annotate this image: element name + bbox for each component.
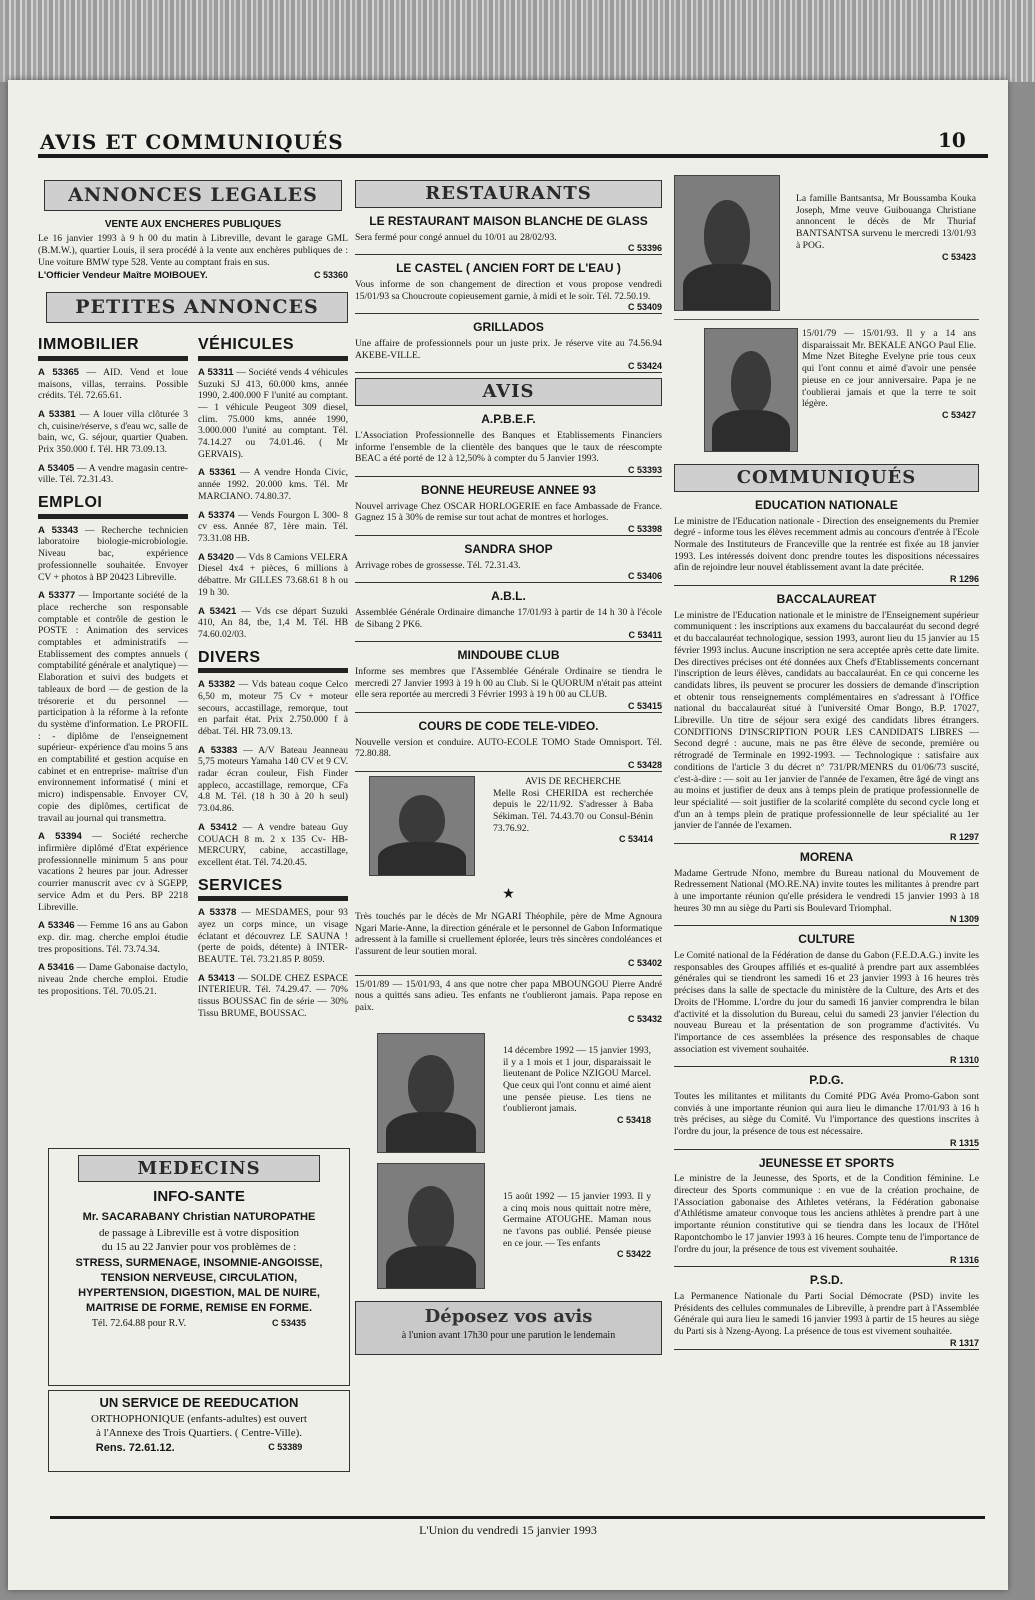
vente-signature: L'Officier Vendeur Maître MOIBOUEY. — [38, 270, 208, 282]
atoughe-text: 15 août 1992 — 15 janvier 1993. Il y a cinq mois nous quittait notre mère, Germaine ATOUGHE. Maman nous ne t'avons pas oublié. Pensée pieuse en ce jour. — Tes enfants — [503, 1190, 651, 1249]
ad-ref: A 53374 — [198, 509, 235, 521]
notice-title: SANDRA SHOP — [464, 541, 553, 556]
classified-ad — [38, 367, 188, 402]
bekale-text: 15/01/79 — 15/01/93. Il y a 14 ans disparaissait Mr. BEKALE ANGO Paul Elie. Mme Nzet Biteghe Evelyne prie tous ceux qui l'ont connu et aimé d'avoir une pensée pieuse en ce jour anniversaire. Papa je ne t'oublierai jamais et que la terre te soit légère. — [802, 328, 976, 410]
notice-text: Madame Gertrude Nfono, membre du Bureau national du Mouvement de Redressement National (MO.RE.NA) invite toutes les militantes à prendre part à une importante réunion qu'elle présidera le vendredi 15 janvier 1993 à 18 heures 30 mn au siège du Parti sis Boulevard Triomphal. — [674, 867, 979, 914]
nzigou-text-block — [503, 1045, 651, 1126]
bekale-text-block — [802, 328, 976, 421]
ad-ref: A 53365 — [38, 366, 80, 378]
notice-title: A.P.B.E.F. — [481, 412, 536, 427]
reeducation-box — [48, 1390, 350, 1472]
classified-ad — [38, 409, 188, 456]
notice — [674, 1073, 979, 1149]
bantsantsa-text: La famille Bantsantsa, Mr Boussamba Kouka Joseph, Mme veuve Guibouanga Christiane annoncent le décès de Mr Thuriaf BANTSANTSA survenu le mercredi 13/01/93 à POG. — [796, 193, 976, 251]
bantsantsa-text-block — [796, 193, 976, 262]
footer-text: L'Union du vendredi 15 janvier 1993 — [419, 1523, 597, 1537]
ad-ref: A 53381 — [38, 408, 76, 420]
vehicules-list — [198, 367, 348, 641]
restaurants-list — [355, 214, 662, 373]
notice — [674, 1156, 979, 1268]
notice — [674, 498, 979, 586]
classified-ad — [198, 679, 348, 738]
ad-text: — Vds cse départ Suzuki 410, An 84, tbe, 1,4 M. Tél. HB 74.60.02/03. — [198, 605, 349, 640]
ad-text: — Société vends 4 véhicules Suzuki SJ 413, 60.000 kms, année 1990, 2.400.000 F l'unité au comptant. — 1 véhicule Peugeot 309 diesel, clim. 75.000 kms, année 1990, 3.000.000 l'unité au comptant. Tél. 74.14.27 ou 74.01.46. ( Mr GERVAIS). — [198, 366, 348, 460]
notice — [355, 412, 662, 477]
ad-ref: A 53413 — [198, 972, 235, 984]
classified-ad — [38, 590, 188, 824]
notice — [355, 589, 662, 642]
ad-ref: A 53383 — [198, 744, 238, 756]
notice — [355, 719, 662, 772]
classified-ad — [38, 463, 188, 486]
reeducation-code: C 53389 — [268, 1442, 303, 1452]
notice — [674, 592, 979, 844]
notice-text: Nouvelle version et conduire. AUTO-ECOLE TOMO Stade Omnisport. Tél. 72.80.88. — [355, 736, 662, 760]
notice-text: Le ministre de l'Education nationale et le ministre de l'Enseignement supérieur communiquent : les inscriptions aux examens du baccalauréat du second degré et du baccalauréat technologique, session 1993, auront lieu du 15 janvier au 15 février 1993 inclus. Aucune inscription ne sera acceptée après cette date limite. Des directives précises ont été données aux Chefs d'Etablissements concernant l'inscription de leurs élèves, candidats au baccalauréat. En ce qui concerne les candidats libres, ils peuvent se procurer les dossiers de demande d'inscription et obtenir tous renseignements complémentaires en s'adressant à l'Office national du baccalauréat situé à l'université Omar Bongo, B.P. 17027, Libreville. Un titre de séjour sera exigé des candidats libres étrangers. CONDITIONS D'INSCRIPTION POUR LES CANDIDATS LIBRES — Second degré : aucune, mais ne pas être élève de seconde, première ou rétrogradé de Terminale en 1992-1993. — Technologique : satisfaire aux conditions de l'article 3 du décret n° 731/PR/MENRS du 01/06/73 suscité, c'est-à-dire : — soit au 1er janvier de l'année de l'examen, être âgé de vingt ans au moins et justifier de deux ans à temps plein de pratique professionnelle de leur spécialité — soit justifier de la scolarité complète du second cycle long et d'un an à temps plein de pratique professionnelle de leur spécialité au 1er janvier de l'année de l'examen. — [674, 609, 979, 832]
notice-code: C 53424 — [627, 361, 662, 372]
notice-title: EDUCATION NATIONALE — [755, 497, 898, 512]
notice — [355, 542, 662, 583]
notice-title: BACCALAUREAT — [776, 592, 877, 607]
ad-text: — Vds 8 Camions VELERA Diesel 4x4 + pièces, 6 millions à débattre. Mr GILLES 73.68.61 8 h ou 19 h 30. — [198, 551, 349, 598]
ad-text: — A/V Bateau Jeanneau 5,75 moteurs Yamaha 140 CV et 9 CV. radar écran couleur, Fish Finder appleco, accastillage, remorque, CFa 4.8 M. Tél. (18 h 30 à 20 h seul) 73.04.86. — [198, 744, 348, 815]
mboungou-text: 15/01/89 — 15/01/93, 4 ans que notre cher papa MBOUNGOU Pierre André nous a quittés sans adieu. Tes enfants ne t'oublieront jamais. Papa repose en paix. — [355, 978, 662, 1014]
notice-text: L'Association Professionnelle des Banques et Etablissements Financiers informe l'ensemble de la clientèle des banques que le taux de réescompte BEAC a été porté de 12 à 12,50% à compter du 5 Janvier 1993. — [355, 429, 662, 465]
notice-title: A.B.L. — [491, 589, 526, 604]
medecins-box — [48, 1148, 350, 1386]
classifieds-col-1 — [38, 331, 188, 1026]
ad-ref: A 53394 — [38, 831, 82, 843]
notice — [674, 932, 979, 1067]
notice-title: P.D.G. — [809, 1073, 844, 1088]
medecins-line2: du 15 au 22 Janvier pour vos problèmes de : — [101, 1241, 297, 1253]
restaurants-heading: RESTAURANTS — [355, 180, 662, 208]
notice — [674, 850, 979, 926]
notice-code: C 53411 — [628, 630, 662, 641]
ad-text: — Vds bateau coque Celco 6,50 m, moteur 75 Cv + moteur secours, accastillage, remorque, tout en parfait état. Prix 2.750.000 f à débat. Tél. HR 73.09.13. — [198, 679, 348, 737]
avis-heading: AVIS — [355, 378, 662, 406]
classified-ad — [198, 907, 348, 966]
notice-title: MINDOUBE CLUB — [457, 648, 560, 663]
ad-text: — Recherche technicien laboratoire biologie-microbiologie. Niveau bac, expérience professionnelle souhaitée. Envoyer CV + photos à BP 20423 Libreville. — [38, 524, 188, 583]
bekale-block — [674, 324, 979, 456]
vente-signature-row — [38, 270, 348, 282]
atoughe-code: C 53422 — [616, 1249, 651, 1260]
atoughe-block — [355, 1163, 662, 1293]
reeducation-line1: ORTHOPHONIQUE (enfants-adultes) est ouvert — [91, 1413, 307, 1425]
recherche-title: AVIS DE RECHERCHE — [525, 775, 621, 787]
health-problem: STRESS, SURMENAGE, INSOMNIE-ANGOISSE, — [75, 1257, 323, 1269]
petites-annonces-heading: PETITES ANNONCES — [46, 292, 348, 323]
notice-text: La Permanence Nationale du Parti Social Démocrate (PSD) invite les Présidents des cellules communales de Libreville, à prendre part à l'Assemblée Générale qui aura lieu le samedi 16 janvier 1993 à partir de 15 heures au siège du Parti sis à Nzeng-Ayong. La présence de tous est vivement souhaitée. — [674, 1290, 979, 1337]
vente-code: C 53360 — [313, 270, 348, 281]
page-title: AVIS ET COMMUNIQUÉS — [40, 130, 344, 154]
info-sante-title: INFO-SANTE — [153, 1188, 245, 1205]
notice-text: Informe ses membres que l'Assemblée Générale Ordinaire se tiendra le mercredi 27 Janvier 1993 à 19 h 00 au Club. Si le QUORUM n'était pas atteint elle sera reportée au mercredi 3 Février 1993 à 19 h 00 au CLUB. — [355, 665, 662, 701]
separator-star: ★ — [502, 886, 515, 902]
reeducation-rens: Rens. 72.61.12. — [95, 1442, 175, 1454]
health-problem: MAITRISE DE FORME, REMISE EN FORME. — [85, 1302, 313, 1314]
emploi-heading: EMPLOI — [38, 493, 188, 519]
notice-code: R 1296 — [949, 574, 979, 585]
right-column — [674, 175, 979, 1353]
ad-ref: A 53405 — [38, 462, 75, 474]
services-heading: SERVICES — [198, 876, 348, 902]
vente-title: VENTE AUX ENCHERES PUBLIQUES — [104, 219, 282, 231]
health-problem: TENSION NERVEUSE, CIRCULATION, — [100, 1272, 298, 1284]
deces-ngari-text: Très touchés par le décès de Mr NGARI Théophile, père de Mme Agnoura Ngari Marie-Anne, la direction générale et le personnel de Gabon Informatique adressent à la famille si cruellement éplorée, leurs très sincères condoléances et l'assurent de leur soutien moral. — [355, 910, 662, 958]
newspaper-page — [8, 80, 1008, 1590]
notice-title: LE CASTEL ( ANCIEN FORT DE L'EAU ) — [396, 261, 621, 276]
mboungou-code: C 53432 — [627, 1013, 662, 1024]
notice-code: R 1317 — [949, 1337, 979, 1348]
emploi-list — [38, 525, 188, 998]
ad-text: — Femme 16 ans au Gabon exp. dir. mag. cherche emploi étudie tres propositions. Tél. 73.74.34. — [38, 920, 188, 955]
ad-ref: A 53412 — [198, 821, 238, 833]
immobilier-list — [38, 367, 188, 486]
deces-ngari-code: C 53402 — [627, 957, 662, 968]
ad-ref: A 53377 — [38, 590, 76, 602]
notice-text: Le ministre de la Jeunesse, des Sports, et de la Condition féminine. Le directeur des Sports communique : en vue de la création prochaine, de l'Association gabonaise des Athletes vetérans, la Fédération gabonaise d'Athlétisme amateur convoque tous les anciens athlètes à prendre part à une importante réunion constitutive qui se tiendra dans les locaux de l'Hôtel Rapontchombo le 17 janvier 1993 à 16 heures. Compte tenu de l'importance de l'ordre du jour, la présence de tous est vivement souhaitée. — [674, 1173, 979, 1255]
recherche-photo — [369, 776, 475, 876]
classified-ad — [198, 467, 348, 502]
ad-text: — Importante société de la place recherche son responsable comptable et contrôle de gestion le POSTE : Animation des services comptables et administratifs — Etablissement des comptes annuels ( comptabilité générale et analytique) — Elaboration et suivi des budgets et tableaux de bord — de gestion de la trésorerie et du personnel — participation à la réforme à la refonte du système d'information. Le PROFIL : - diplôme de l'enseignement supérieur- expérience d'au moins 5 ans en comptabilité et gestion acquise en cabinet et en entreprise- maîtrise d'un environnement informatisé ( mini et micro) indispensable. Envoyer CV, copie des diplômes, certificat de travail au journal qui transmettra. — [38, 590, 188, 824]
bantsantsa-code: C 53423 — [941, 251, 976, 262]
footer-rule — [50, 1516, 985, 1519]
ad-text: — Dame Gabonaise dactylo, niveau 2nde cherche emploi. Etudie tes propositions. Tél. 70.05.21. — [38, 962, 189, 997]
ad-ref: A 53420 — [198, 551, 235, 563]
notice-title: GRILLADOS — [473, 320, 544, 335]
bantsantsa-block — [674, 175, 979, 315]
notice-text: Le ministre de l'Education nationale - Direction des enseignements du Premier degré - informe tous les élèves recemment admis au concours d'entrée à l'Ecole Normale des Instituteurs de Franceville que la rentrée est fixée au 18 janvier 1993. Les intéressés doivent donc prendre toutes les dispositions nécessaires afin de rejoindre leur nouvel établissement avant la date précitée. — [674, 515, 979, 574]
mboungou-block — [355, 975, 662, 1025]
notice-code: C 53396 — [627, 243, 662, 254]
recherche-code: C 53414 — [618, 834, 653, 845]
communiques-heading: COMMUNIQUÉS — [674, 464, 979, 492]
classified-ad — [198, 606, 348, 641]
medecins-line1: de passage à Libreville est à votre disposition — [98, 1227, 300, 1239]
bantsantsa-photo — [674, 175, 780, 311]
avis-list — [355, 412, 662, 772]
notice — [355, 261, 662, 314]
bekale-photo — [704, 328, 798, 452]
classified-ad — [198, 367, 348, 461]
ad-text: — A vendre magasin centre-ville. Tél. 72.31.43. — [38, 462, 188, 486]
ad-text: — AID. Vend et loue maisons, villas, terrains. Possible crédits. Tél. 72.65.61. — [38, 366, 188, 402]
atoughe-text-block — [503, 1191, 651, 1260]
classified-ad — [38, 525, 188, 584]
header-rule — [38, 154, 988, 158]
ad-ref: A 53311 — [198, 366, 234, 378]
medecins-heading: MEDECINS — [78, 1155, 320, 1182]
annonces-legales-heading: ANNONCES LEGALES — [44, 180, 342, 211]
notice-code: C 53415 — [627, 700, 662, 711]
vente-body: Le 16 janvier 1993 à 9 h 00 du matin à Libreville, devant le garage GML (B.M.W.), quartier Louis, il sera procédé à la vente aux enchères publiques de : Une voiture BMW type 528. Vente au comptant frais en sus. — [38, 233, 348, 268]
classified-ad — [198, 510, 348, 545]
ad-ref: A 53346 — [38, 920, 75, 932]
divers-list — [198, 679, 348, 869]
notice — [355, 483, 662, 536]
ad-ref: A 53361 — [198, 467, 236, 479]
ad-text: — A louer villa clôturée 3 ch, cuisine/réserve, s d'eau wc, salle de bain, wc, G. séjour, quartier Quaben. Prix 350.000 f. Tél. HR 73.09.13. — [38, 408, 188, 456]
notice-text: Nouvel arrivage Chez OSCAR HORLOGERIE en face Ambassade de France. Gagnez 15 à 30% de remise sur tout achat de montres et horloges. — [355, 500, 662, 524]
recherche-text: Melle Rosi CHERIDA est recherchée depuis le 22/11/92. S'adresser à Baba Sékiman. Tél. 74.43.70 ou Consul-Bénin 73.76.92. — [493, 787, 653, 834]
notice-text: Toutes les militantes et militants du Comité PDG Avéa Promo-Gabon sont conviés à une importante réunion qui aura lieu le dimanche 17/01/93 à 16 h très précises, au siège du Comité. Vu l'importance des questions inscrites à l'ordre du jour, la présence de tous est nécessaire. — [674, 1090, 979, 1138]
classifieds-grid — [38, 331, 348, 1026]
notice-text: Le Comité national de la Fédération de danse du Gabon (F.E.D.A.G.) invite les responsables des Groupes affiliés et es-qualité à prendre part aux assemblées générales qui se tiendront les samedi 16 et 23 janvier 1993 à 16 heures très précises dans la salle de spectacle du ministère de la Culture, des Arts et des Droits de l'Homme. L'ordre du jour du samedi 16 janvier comprendra le bilan d'activité et la dissolution du Bureau, celui du samedi 23 janvier l'élection du nouveau Bureau et la présentation de son programme d'activités. Vu l'importance de ces assemblées la présence des responsables de chaque association est vivement souhaitée. — [674, 950, 979, 1055]
page-number: 10 — [938, 128, 966, 152]
notice-code: C 53398 — [627, 523, 662, 534]
notice-code: R 1297 — [949, 832, 979, 843]
scan-background — [0, 0, 1035, 82]
medecins-code: C 53435 — [272, 1318, 307, 1328]
health-problem: HYPERTENSION, DIGESTION, MAL DE NUIRE, — [78, 1287, 320, 1299]
ad-text: — A vendre Honda Civic, année 1992. 20.000 kms. Tél. Mr MARCIANO. 74.80.37. — [198, 467, 348, 502]
ad-ref: A 53382 — [198, 679, 236, 691]
notice-code: C 53393 — [627, 464, 662, 475]
reeducation-contact-row — [49, 1442, 349, 1454]
notice-code: C 53406 — [627, 571, 662, 582]
deposez-text: à l'union avant 17h30 pour une parution le lendemain — [401, 1329, 616, 1341]
notice-code: N 1309 — [949, 914, 979, 925]
notice-title: LE RESTAURANT MAISON BLANCHE DE GLASS — [369, 213, 648, 228]
notice — [355, 320, 662, 373]
divers-heading: DIVERS — [198, 648, 348, 674]
notice-title: MORENA — [799, 850, 854, 865]
atoughe-photo — [377, 1163, 485, 1289]
reeducation-line2: à l'Annexe des Trois Quartiers. ( Centre-Ville). — [96, 1427, 302, 1439]
ad-ref: A 53378 — [198, 907, 237, 919]
notice-text: Assemblée Générale Ordinaire dimanche 17/01/93 à partir de 14 h 30 à l'école de Sibang 2 PK6. — [355, 606, 662, 630]
recherche-block — [355, 776, 662, 878]
notice-text: Sera fermé pour congé annuel du 10/01 au 28/02/93. — [355, 231, 557, 243]
nzigou-text: 14 décembre 1992 — 15 janvier 1993, il y a 1 mois et 1 jour, disparaissait le lieutenant de Police NZIGOU Marcel. Que ceux qui l'ont connu et aimé aient une pensée pieuse. Les tiens ne t'oublieront jamais. — [503, 1044, 651, 1115]
deposez-box — [355, 1301, 662, 1355]
notice — [674, 1273, 979, 1349]
notice — [355, 648, 662, 713]
classified-ad — [198, 973, 348, 1020]
classified-ad — [198, 822, 348, 869]
medecins-contact-row — [49, 1318, 349, 1329]
notice — [355, 214, 662, 255]
notice-title: CULTURE — [798, 932, 855, 947]
deposez-title: Déposez vos avis — [424, 1305, 593, 1327]
notice-title: COURS DE CODE TELE-VIDEO. — [418, 718, 599, 733]
classified-ad — [38, 962, 188, 997]
problems-list — [49, 1257, 349, 1314]
nzigou-block — [355, 1033, 662, 1157]
medecins-phone: Tél. 72.64.88 pour R.V. — [91, 1318, 187, 1329]
ad-ref: A 53421 — [198, 605, 237, 617]
left-column — [38, 180, 348, 1027]
notice-code: C 53409 — [627, 302, 662, 313]
notice-title: JEUNESSE ET SPORTS — [758, 1155, 895, 1170]
ad-text: — Société recherche infirmière diplômé d'Etat expérience professionnelle minimum 5 ans pour vacations 2 heures par jour. Adresser courrier manuscrit avec cv à SGEPP, service Adm et du Pers. BP 2218 Libreville. — [38, 831, 188, 913]
nzigou-code: C 53418 — [616, 1115, 651, 1126]
vehicules-heading: VÉHICULES — [198, 335, 348, 361]
middle-column — [355, 180, 662, 1355]
notice-code: R 1316 — [949, 1255, 979, 1266]
naturopathe-name: Mr. SACARABANY Christian NATUROPATHE — [82, 1211, 316, 1223]
ad-text: — Vends Fourgon L 300- 8 cv ess. Année 87, 1ère main. Tél. 73.31.08 HB. — [198, 509, 348, 544]
ad-text: — MESDAMES, pour 93 ayez un corps mince, un visage éclatant et découvrez LE SAUNA ! (perte de poids, détente) à INTER-BEAUTE. Tél. 73.21.85 P. 8059. — [198, 907, 348, 966]
classified-ad — [198, 552, 348, 599]
notice-text: Arrivage robes de grossesse. Tél. 72.31.43. — [355, 559, 521, 571]
immobilier-heading: IMMOBILIER — [38, 335, 188, 361]
ad-text: — SOLDE CHEZ ESPACE INTERIEUR. Tél. 74.29.47. — 70% tissus BOUSSAC fin de série — 30% Tissu BRUME, BOUSSAC. — [198, 972, 348, 1019]
notice-title: P.S.D. — [809, 1273, 844, 1288]
bekale-code: C 53427 — [941, 409, 976, 420]
classified-ad — [38, 920, 188, 955]
classifieds-col-2 — [198, 331, 348, 1026]
notice-title: BONNE HEUREUSE ANNEE 93 — [421, 482, 596, 497]
reeducation-title: UN SERVICE DE REEDUCATION — [99, 1395, 299, 1410]
communiques-list — [674, 498, 979, 1350]
ad-text: — A vendre bateau Guy COUACH 8 m. 2 x 135 Cv- HB- MERCURY, cabine, accastillage, excellent état. Tél. 74.20.45. — [198, 821, 348, 868]
ad-ref: A 53343 — [38, 524, 79, 536]
classified-ad — [38, 831, 188, 913]
nzigou-photo — [377, 1033, 485, 1153]
services-list — [198, 907, 348, 1019]
ad-ref: A 53416 — [38, 962, 75, 974]
recherche-text-block — [493, 776, 653, 845]
classified-ad — [198, 745, 348, 815]
notice-code: C 53428 — [627, 759, 662, 770]
notice-text: Une affaire de professionnels pour un juste prix. Je réserve vite au 74.56.94 AKEBE-VILLE. — [355, 337, 662, 361]
notice-text: Vous informe de son changement de direction et vous propose vendredi 15/01/93 sa Choucroute copieusement garnie, à midi et le soir. Tél. 72.50.19. — [355, 278, 662, 302]
notice-code: R 1315 — [949, 1137, 979, 1148]
notice-code: R 1310 — [949, 1055, 979, 1066]
